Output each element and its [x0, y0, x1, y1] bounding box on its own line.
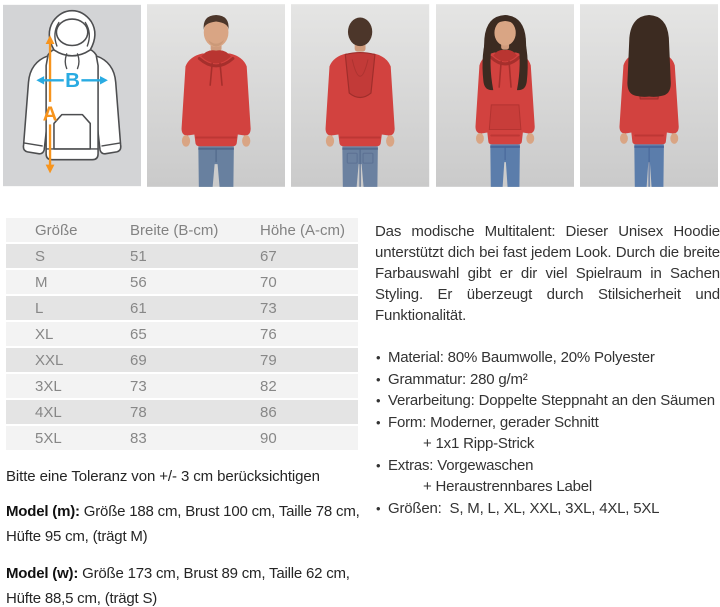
table-cell: 73 — [260, 295, 358, 321]
table-row — [6, 321, 358, 347]
table-row — [6, 425, 358, 451]
table-cell: 82 — [260, 373, 358, 399]
hoodie-outline-drawing — [3, 3, 141, 188]
feature-item — [375, 455, 720, 498]
man-back-illustration — [291, 3, 429, 188]
table-cell: 65 — [130, 321, 260, 347]
table-cell: M — [6, 269, 130, 295]
column-header: Höhe (A-cm) — [260, 218, 358, 243]
model-w-note — [6, 561, 366, 607]
feature-text: Form: Moderner, gerader Schnitt — [388, 413, 599, 431]
table-cell: 76 — [260, 321, 358, 347]
table-row — [6, 373, 358, 399]
table-cell: 78 — [130, 399, 260, 425]
table-row — [6, 399, 358, 425]
woman-back-illustration — [580, 3, 718, 188]
table-cell: 73 — [130, 373, 260, 399]
bullet-icon: • — [376, 500, 381, 516]
feature-text: Extras: Vorgewaschen — [388, 456, 534, 474]
model-photo-man-back — [291, 3, 429, 188]
model-m-note — [6, 499, 366, 549]
feature-item — [375, 369, 720, 391]
woman-front-illustration — [436, 3, 574, 188]
feature-text: Grammatur: 280 g/m² — [388, 370, 528, 388]
model-photo-woman-front — [436, 3, 574, 188]
table-row — [6, 295, 358, 321]
model-m-label: Model (m): — [6, 503, 80, 520]
table-cell: XL — [6, 321, 130, 347]
table-cell: 67 — [260, 243, 358, 269]
table-cell: S — [6, 243, 130, 269]
product-image-gallery — [3, 3, 718, 188]
feature-item — [375, 412, 720, 455]
model-m-text: Größe 188 cm, Brust 100 cm, Taille 78 cm, Hüfte 95 cm, (trägt M) — [6, 503, 360, 545]
feature-list — [375, 347, 720, 519]
table-cell: 90 — [260, 425, 358, 451]
description-column — [375, 221, 720, 519]
model-w-text: Größe 173 cm, Brust 89 cm, Taille 62 cm, Hüfte 88,5 cm, (trägt S) — [6, 565, 350, 607]
hoodie-measurement-diagram — [3, 3, 141, 188]
column-header: Größe — [6, 218, 130, 243]
product-intro-text: Das modische Multitalent: Dieser Unisex Hoodie unterstützt dich bei fast jedem Look. Durch die breite Farbauswahl gibt er dir viel Spielraum in Sachen Styling. Er überzeugt durch Stilsicherheit und Funktionalität. — [375, 223, 720, 324]
bullet-icon: • — [376, 350, 381, 365]
bullet-icon: • — [376, 414, 381, 430]
table-cell: 83 — [130, 425, 260, 451]
table-row — [6, 243, 358, 269]
feature-item — [375, 347, 720, 369]
bullet-icon: • — [376, 393, 381, 408]
column-header: Breite (B-cm) — [130, 218, 260, 243]
feature-item — [375, 390, 720, 412]
table-row — [6, 347, 358, 373]
model-photo-man-front — [147, 3, 285, 188]
size-table-body — [6, 243, 358, 451]
feature-text: Material: 80% Baumwolle, 20% Polyester — [388, 349, 655, 366]
table-cell: 70 — [260, 269, 358, 295]
table-cell: 5XL — [6, 425, 130, 451]
size-table — [6, 218, 358, 452]
feature-text: Verarbeitung: Doppelte Steppnaht an den Säumen — [388, 392, 715, 409]
table-row — [6, 269, 358, 295]
bullet-icon: • — [376, 457, 381, 473]
size-table-header-row — [6, 218, 358, 243]
table-cell: L — [6, 295, 130, 321]
label-A: A — [42, 102, 58, 126]
table-cell: 3XL — [6, 373, 130, 399]
bullet-icon: • — [376, 371, 381, 387]
table-cell: 79 — [260, 347, 358, 373]
tolerance-note: Bitte eine Toleranz von +/- 3 cm berücksichtigen — [6, 468, 320, 485]
table-cell: 56 — [130, 269, 260, 295]
feature-subtext: + Heraustrennbares Label — [423, 478, 593, 495]
model-photo-woman-back — [580, 3, 718, 188]
feature-subtext: + 1x1 Ripp-Strick — [423, 435, 535, 452]
table-cell: 69 — [130, 347, 260, 373]
feature-text: Größen: S, M, L, XL, XXL, 3XL, 4XL, 5XL — [388, 499, 660, 517]
table-cell: 86 — [260, 399, 358, 425]
size-info-column — [6, 218, 371, 607]
table-cell: XXL — [6, 347, 130, 373]
man-front-illustration — [147, 3, 285, 188]
table-cell: 61 — [130, 295, 260, 321]
table-cell: 51 — [130, 243, 260, 269]
label-B: B — [65, 69, 81, 93]
feature-item — [375, 498, 720, 520]
table-cell: 4XL — [6, 399, 130, 425]
model-w-label: Model (w): — [6, 565, 79, 582]
